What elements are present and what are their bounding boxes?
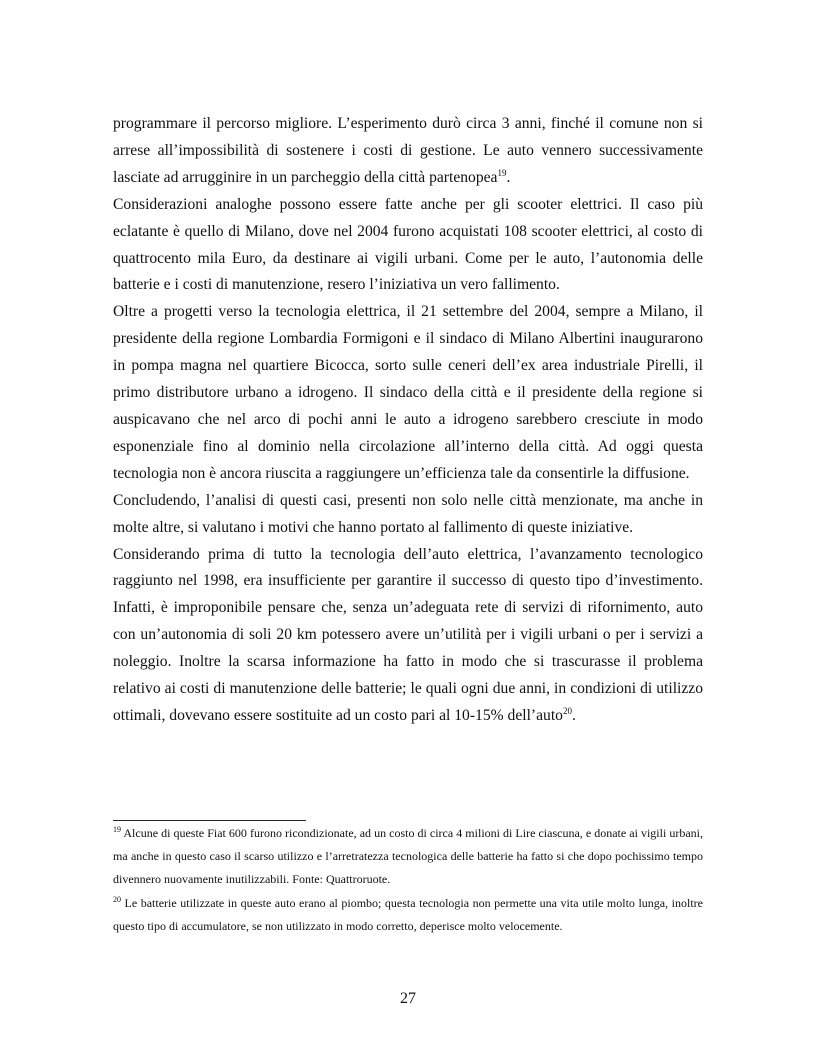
footnotes: [113, 822, 703, 938]
page-number: 27: [400, 990, 416, 1007]
paragraph-1: programmare il percorso migliore. L’esperimento durò circa 3 anni, finché il comune non si arrese all’impossibilità di sostenere i costi di gestione. Le auto vennero successivamente lasciate ad arrugginire in un parcheggio della città partenopea$^{19}$.: [113, 115, 703, 186]
footnote-number: 20: [113, 894, 121, 904]
footnote-ref-20[interactable]: 20: [562, 705, 572, 716]
footnote-separator: [113, 820, 306, 821]
footnote-number: 19: [113, 825, 121, 834]
paragraph-4: Concludendo, l’analisi di questi casi, presenti non solo nelle città menzionate, ma anche in molte altre, si valutano i motivi che hanno portato al fallimento di queste iniziative.: [113, 491, 703, 536]
paragraph-2: Considerazioni analoghe possono essere fatte anche per gli scooter elettrici. Il caso più eclatante è quello di Milano, dove nel 2004 furono acquistati 108 scooter elettrici, al costo di quattrocento mila Euro, da destinare ai vigili urbani. Come per le auto, l’autonomia delle batterie e i costi di manutenzione, resero l’iniziativa un vero fallimento.: [113, 195, 703, 294]
footnote-ref-19[interactable]: 19: [497, 167, 507, 178]
footnote-20: $^{20}$ Le batterie utilizzate in queste auto erano al piombo; questa tecnologia non permette una vita utile molto lunga, inoltre questo tipo di accumulatore, se non utilizzato in modo corretto, deperisce molto velocemente.: [113, 894, 703, 933]
paragraph-5: Considerando prima di tutto la tecnologia dell’auto elettrica, l’avanzamento tecnologico raggiunto nel 1998, era insufficiente per garantire il successo di questo tipo d’investimento. Infatti, è improponibile pensare che, senza un’adeguata rete di servizi di rifornimento, auto con un’autonomia di soli 20 km potessero avere un’utilità per i vigili urbani o per i servizi a noleggio. Inoltre la scarsa informazione ha fatto in modo che si trascurasse il problema relativo ai costi di manutenzione delle batterie; le quali ogni due anni, in condizioni di utilizzo ottimali, dovevano essere sostituite ad un costo pari al 10-15% dell’auto$^{20}$.: [113, 545, 703, 724]
footnote-19: $^{19}$ Alcune di queste Fiat 600 furono ricondizionate, ad un costo di circa 4 milioni di Lire ciascuna, e donate ai vigili urbani, ma anche in questo caso il scarso utilizzo e l’arretratezza tecnologica delle batterie ha fatto si che dopo pochissimo tempo divennero nuovamente inutilizzabili. Fonte: Quattroruote.: [113, 825, 703, 887]
body-text: [113, 111, 703, 730]
paragraph-3: Oltre a progetti verso la tecnologia elettrica, il 21 settembre del 2004, sempre a Milano, il presidente della regione Lombardia Formigoni e il sindaco di Milano Albertini inaugurarono in pompa magna nel quartiere Bicocca, sorto sulle ceneri dell’ex area industriale Pirelli, il primo distributore urbano a idrogeno. Il sindaco della città e il presidente della regione si auspicavano che nel arco di pochi anni le auto a idrogeno sarebbero cresciute in modo esponenziale fino al dominio nella circolazione all’interno della città. Ad oggi questa tecnologia non è ancora riuscita a raggiungere un’efficienza tale da consentirle la diffusione.: [113, 303, 703, 482]
